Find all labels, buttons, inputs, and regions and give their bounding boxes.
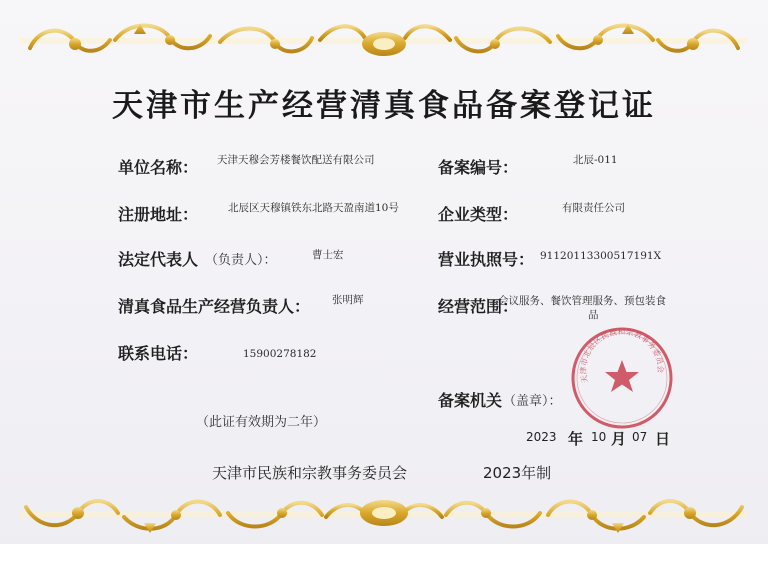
authority-sub-label: （盖章）： (503, 394, 562, 409)
halal-head-label: 清真食品生产经营负责人： (118, 297, 311, 316)
date-month: 10 (591, 430, 607, 444)
enterprise-type-value: 有限责任公司 (562, 202, 625, 214)
phone-label: 联系电话： (118, 344, 199, 363)
license-label: 营业执照号： (438, 250, 535, 269)
record-no-label: 备案编号： (438, 158, 519, 177)
date-year: 2023 (526, 430, 557, 444)
date-day-unit: 日 (655, 430, 671, 448)
scope-value-line1: 会议服务、餐饮管理服务、预包装食 (498, 295, 666, 307)
issuer-name: 天津市民族和宗教事务委员会 (212, 464, 408, 482)
date-day: 07 (632, 430, 648, 444)
unit-name-value: 天津天穆会芳楼餐饮配送有限公司 (217, 154, 375, 166)
date-month-unit: 月 (611, 430, 627, 448)
record-no-value: 北辰-011 (573, 154, 618, 166)
scope-label: 经营范围： (438, 297, 519, 316)
halal-head-value: 张明辉 (332, 294, 364, 306)
bottom-margin (0, 544, 768, 566)
unit-name-label: 单位名称： (118, 158, 199, 177)
legal-rep-sub-label: （负责人）： (205, 253, 277, 268)
gold-ornament-border-bottom (20, 487, 748, 539)
certificate-title: 天津市生产经营清真食品备案登记证 (112, 88, 656, 124)
date-year-unit: 年 (568, 430, 584, 448)
legal-rep-label: 法定代表人 (118, 250, 199, 269)
address-label: 注册地址： (118, 205, 199, 224)
seal-ring-text: 天津市北辰区民族和宗教事务委员会 (578, 327, 666, 384)
license-value: 91120113300517191X (540, 250, 662, 262)
official-red-seal (570, 326, 674, 430)
phone-value: 15900278182 (243, 348, 317, 360)
validity-note: （此证有效期为二年） (196, 415, 327, 430)
gold-ornament-border-top (20, 18, 748, 66)
address-value: 北辰区天穆镇铁东北路天盈南道10号 (228, 202, 399, 214)
enterprise-type-label: 企业类型： (438, 205, 519, 224)
authority-label: 备案机关 (438, 391, 503, 410)
scope-value-line2: 品 (588, 309, 599, 321)
issue-year: 2023年制 (483, 464, 552, 482)
legal-rep-value: 曹士宏 (312, 249, 344, 261)
